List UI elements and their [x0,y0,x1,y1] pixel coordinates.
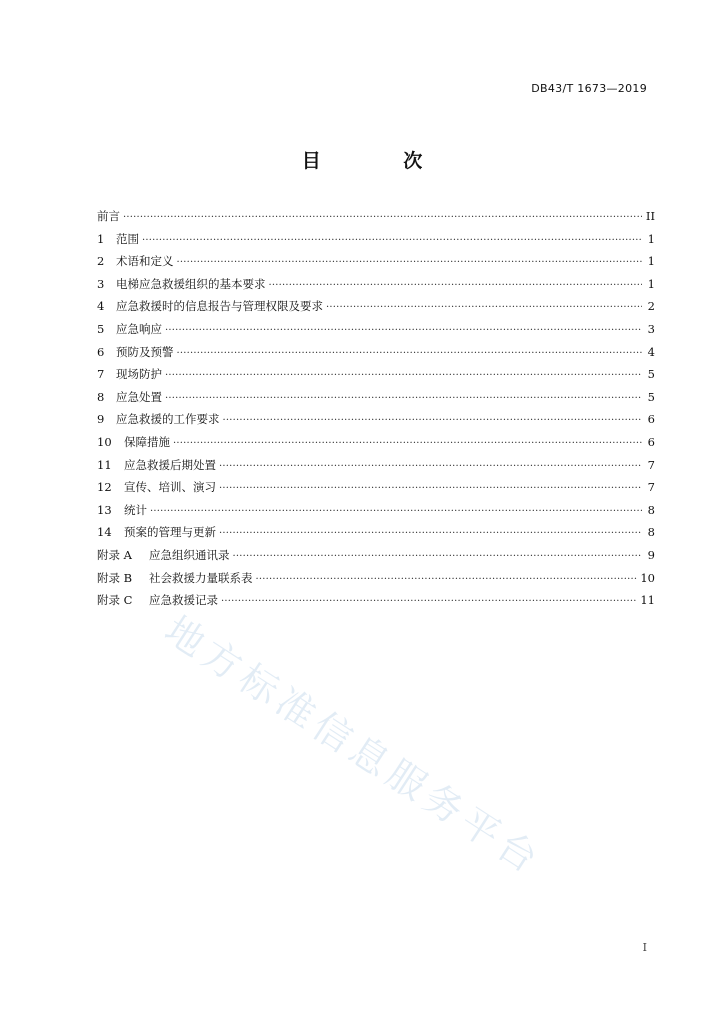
toc-entry-number: 7 [97,367,105,382]
dot-leader [219,523,642,546]
toc-entry[interactable] [97,431,655,454]
toc-entry[interactable] [97,567,655,590]
toc-entry-page: 8 [647,502,655,517]
watermark: 地方标准信息服务平台 [157,607,551,885]
dot-leader [269,275,643,298]
dot-leader [221,591,637,614]
dot-leader [177,343,643,366]
toc-entry-title: 应急救援的工作要求 [116,412,220,427]
page-number: I [642,941,647,954]
toc-entry-number: 3 [97,276,105,291]
toc-entry[interactable] [97,318,655,341]
toc-entry-page: 10 [640,570,655,585]
page-title: 目 次 [301,150,461,172]
toc-entry-title: 预防及预警 [116,344,174,359]
toc-entry[interactable] [97,454,655,477]
toc-entry-number: 1 [97,231,105,246]
toc-entry-number: 2 [97,254,105,269]
toc-entry-title: 应急处置 [116,389,162,404]
toc-entry[interactable] [97,363,655,386]
toc-entry-title: 现场防护 [116,367,162,382]
toc-entry-number: 13 [97,502,112,517]
toc-entry-page: 2 [647,299,655,314]
toc-entry[interactable] [97,228,655,251]
toc-entry-page: 7 [647,480,655,495]
toc-entry-page: 8 [647,525,655,540]
dot-leader [223,410,643,433]
dot-leader [150,501,642,524]
toc-entry[interactable] [97,250,655,273]
toc-entry[interactable] [97,589,655,612]
dot-leader [123,207,642,230]
toc-entry-page: 3 [647,321,655,336]
toc-entry-title: 应急组织通讯录 [149,547,230,562]
toc-entry-number: 6 [97,344,105,359]
toc-entry-title: 保障措施 [124,434,170,449]
table-of-contents [97,205,655,612]
toc-entry-number: 附录 C [97,593,133,608]
toc-entry[interactable] [97,521,655,544]
dot-leader [142,230,642,253]
toc-entry-number: 12 [97,480,112,495]
toc-entry-number: 4 [97,299,105,314]
dot-leader [177,252,643,275]
toc-entry-number: 11 [97,457,112,472]
toc-entry-title: 应急救援时的信息报告与管理权限及要求 [116,299,323,314]
dot-leader [326,297,642,320]
toc-entry-page: 11 [640,593,655,608]
toc-entry-page: 1 [647,254,655,269]
toc-entry[interactable] [97,273,655,296]
toc-entry-title: 术语和定义 [116,254,174,269]
toc-entry-number: 14 [97,525,112,540]
toc-entry-number: 8 [97,389,105,404]
toc-entry[interactable] [97,205,655,228]
toc-entry-number: 9 [97,412,105,427]
toc-entry-title: 前言 [97,209,120,223]
toc-entry-page: 1 [647,276,655,291]
toc-entry-title: 应急救援后期处置 [124,457,216,472]
toc-entry[interactable] [97,544,655,567]
toc-entry-number: 附录 A [97,547,132,562]
toc-entry-page: 7 [647,457,655,472]
toc-entry-title: 社会救援力量联系表 [149,570,253,585]
toc-entry-title: 范围 [116,231,139,246]
dot-leader [256,569,638,592]
toc-entry-page: 5 [647,367,655,382]
dot-leader [165,388,642,411]
toc-entry[interactable] [97,499,655,522]
toc-entry-title: 电梯应急救援组织的基本要求 [116,276,266,291]
standard-code: DB43/T 1673—2019 [531,82,647,95]
toc-entry-page: 1 [647,231,655,246]
toc-entry[interactable] [97,386,655,409]
toc-entry-title: 应急响应 [116,321,162,336]
toc-entry-number: 5 [97,321,105,336]
dot-leader [219,456,642,479]
toc-entry-title: 统计 [124,502,147,517]
toc-entry-page: 6 [647,434,655,449]
toc-entry-title: 宣传、培训、演习 [124,480,216,495]
toc-entry-page: 5 [647,389,655,404]
dot-leader [233,546,643,569]
toc-entry-number: 附录 B [97,570,133,585]
toc-entry[interactable] [97,476,655,499]
toc-entry[interactable] [97,341,655,364]
dot-leader [165,320,642,343]
toc-entry-page: 4 [647,344,655,359]
toc-entry-title: 预案的管理与更新 [124,525,216,540]
toc-entry-title: 应急救援记录 [149,593,218,608]
toc-entry-page: 9 [647,547,655,562]
toc-entry-page: II [645,209,655,223]
dot-leader [165,365,642,388]
toc-entry-number: 10 [97,434,112,449]
toc-entry[interactable] [97,295,655,318]
dot-leader [173,433,642,456]
dot-leader [219,478,642,501]
toc-entry[interactable] [97,408,655,431]
toc-entry-page: 6 [647,412,655,427]
